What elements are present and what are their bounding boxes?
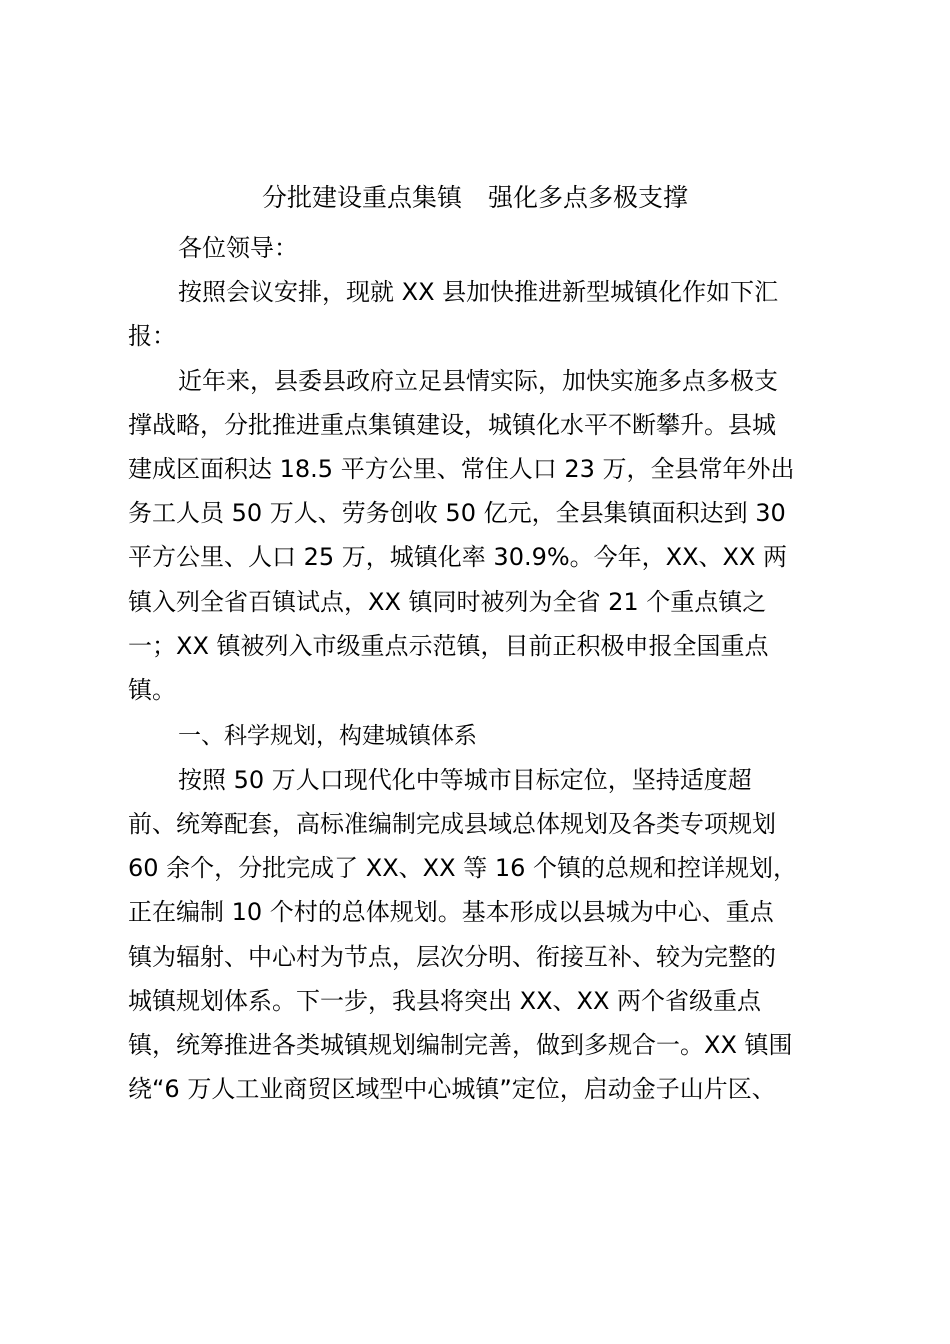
- paragraph-line: 城镇规划体系。下一步，我县将突出 XX、XX 两个省级重点: [128, 987, 762, 1015]
- paragraph-line: 一；XX 镇被列入市级重点示范镇，目前正积极申报全国重点: [128, 632, 769, 660]
- paragraph-line: 建成区面积达 18.5 平方公里、常住人口 23 万，全县常年外出: [128, 455, 795, 483]
- paragraph-line: 镇入列全省百镇试点，XX 镇同时被列为全省 21 个重点镇之: [128, 588, 767, 616]
- paragraph-line: 按照会议安排，现就 XX 县加快推进新型城镇化作如下汇: [178, 278, 779, 306]
- paragraph-line: 前、统筹配套，高标准编制完成县域总体规划及各类专项规划: [128, 810, 776, 838]
- paragraph-line: 绕“6 万人工业商贸区域型中心城镇”定位，启动金子山片区、: [128, 1075, 776, 1103]
- paragraph-line: 镇为辐射、中心村为节点，层次分明、衔接互补、较为完整的: [128, 943, 776, 971]
- title-part-2: 强化多点多极支撑: [488, 183, 689, 212]
- paragraph-line: 正在编制 10 个村的总体规划。基本形成以县城为中心、重点: [128, 898, 774, 926]
- salutation: 各位领导：: [178, 234, 298, 262]
- paragraph-line: 务工人员 50 万人、劳务创收 50 亿元，全县集镇面积达到 30: [128, 499, 786, 527]
- paragraph-line: 60 余个，分批完成了 XX、XX 等 16 个镇的总规和控详规划，: [128, 854, 797, 882]
- document-title: [0, 176, 950, 220]
- title-part-1: 分批建设重点集镇: [261, 183, 462, 212]
- paragraph-line: 近年来，县委县政府立足县情实际，加快实施多点多极支: [178, 367, 778, 395]
- paragraph-line: 镇。: [128, 676, 176, 704]
- section-heading: 一、科学规划，构建城镇体系: [178, 723, 477, 749]
- paragraph-line: 撑战略，分批推进重点集镇建设，城镇化水平不断攀升。县城: [128, 411, 776, 439]
- paragraph-line: 平方公里、人口 25 万，城镇化率 30.9%。今年，XX、XX 两: [128, 543, 788, 571]
- paragraph-line: 报：: [128, 322, 176, 350]
- paragraph-line: 镇，统筹推进各类城镇规划编制完善，做到多规合一。XX 镇围: [128, 1031, 793, 1059]
- paragraph-line: 按照 50 万人口现代化中等城市目标定位，坚持适度超: [178, 766, 752, 794]
